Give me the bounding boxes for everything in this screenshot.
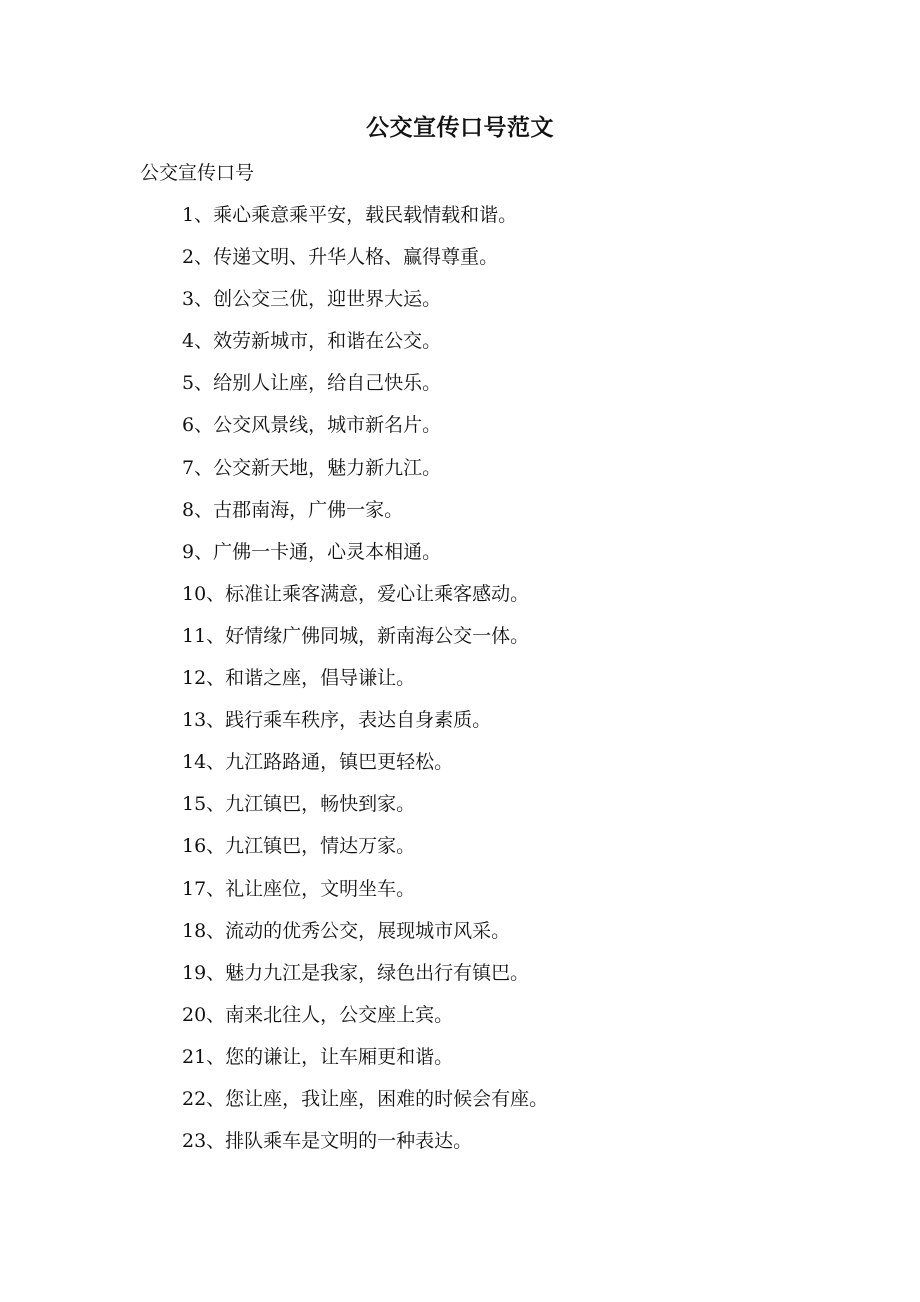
slogan-item: 5、给别人让座，给自己快乐。 xyxy=(182,372,442,395)
slogan-item: 17、礼让座位，文明坐车。 xyxy=(182,877,416,900)
slogan-item: 3、创公交三优，迎世界大运。 xyxy=(182,288,442,311)
slogan-item: 1、乘心乘意乘平安，载民载情载和谐。 xyxy=(182,204,518,226)
section-heading: 公交宣传口号 xyxy=(140,162,255,184)
slogan-item: 20、南来北往人，公交座上宾。 xyxy=(182,1003,454,1026)
slogan-item: 19、魅力九江是我家，绿色出行有镇巴。 xyxy=(182,961,530,984)
slogan-item: 21、您的谦让，让车厢更和谐。 xyxy=(182,1045,454,1068)
slogan-item: 9、广佛一卡通，心灵本相通。 xyxy=(182,540,442,563)
slogan-item: 8、古郡南海，广佛一家。 xyxy=(182,498,404,521)
slogan-item: 12、和谐之座，倡导谦让。 xyxy=(182,667,416,690)
slogan-item: 23、排队乘车是文明的一种表达。 xyxy=(182,1130,473,1153)
slogan-item: 13、践行乘车秩序，表达自身素质。 xyxy=(182,709,492,732)
slogan-item: 6、公交风景线，城市新名片。 xyxy=(182,414,442,437)
slogan-item: 22、您让座，我让座，困难的时候会有座。 xyxy=(182,1087,549,1110)
slogan-item: 11、好情缘广佛同城，新南海公交一体。 xyxy=(182,624,530,647)
slogan-item: 10、标准让乘客满意，爱心让乘客感动。 xyxy=(182,582,530,605)
slogan-item: 4、效劳新城市，和谐在公交。 xyxy=(182,330,442,353)
document-title: 公交宣传口号范文 xyxy=(366,114,554,141)
slogan-item: 18、流动的优秀公交，展现城市风采。 xyxy=(182,919,511,942)
slogan-item: 16、九江镇巴，情达万家。 xyxy=(182,835,416,858)
slogan-item: 7、公交新天地，魅力新九江。 xyxy=(182,456,442,479)
slogan-item: 15、九江镇巴，畅快到家。 xyxy=(182,793,416,816)
slogan-item: 14、九江路路通，镇巴更轻松。 xyxy=(182,751,454,774)
slogan-list xyxy=(182,200,862,1168)
slogan-item: 2、传递文明、升华人格、赢得尊重。 xyxy=(182,246,499,269)
